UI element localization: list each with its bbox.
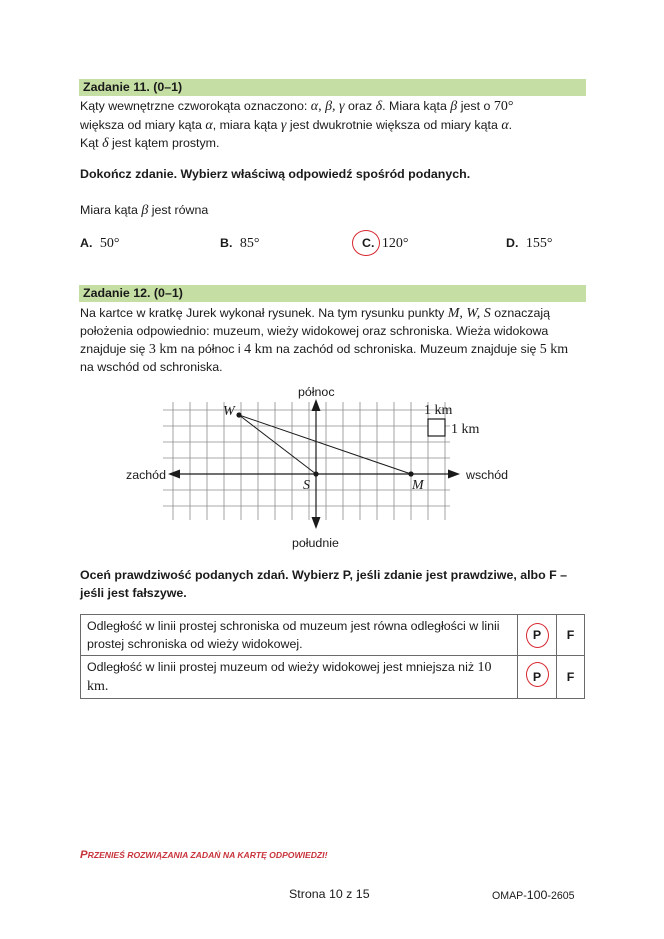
statement-1-marked-circle — [526, 623, 549, 648]
exam-code: OMAP-100-2605 — [492, 888, 575, 902]
label-south: południe — [292, 536, 339, 550]
option-c[interactable]: C. 120° — [362, 236, 409, 251]
south-arrow-icon — [312, 517, 321, 529]
task12-instruction-1: Oceń prawdziwość podanych zdań. Wybierz P, jeśli zdanie jest prawdziwe, albo F – — [80, 568, 568, 582]
task12-line2: położenia odpowiednio: muzeum, wieży widokowej oraz schroniska. Wieża widokowa — [80, 324, 549, 338]
task12-line4: na wschód od schroniska. — [80, 360, 223, 374]
task11-instruction: Dokończ zdanie. Wybierz właściwą odpowiedź spośród podanych. — [80, 167, 471, 181]
task11-line1: Kąty wewnętrzne czworokąta oznaczono: α, β, γ oraz δ. Miara kąta β jest o 70° — [80, 99, 514, 114]
statement-1: Odległość w linii prostej schroniska od muzeum jest równa odległości w linii prostej schroniska od wieży widokowej. — [81, 615, 518, 656]
transfer-notice: PRZENIEŚ ROZWIĄZANIA ZADAŃ NA KARTĘ ODPOWIEDZI! — [80, 849, 328, 861]
statement-2-p-option[interactable]: P — [518, 656, 557, 699]
statement-2-marked-circle — [526, 662, 549, 687]
label-scale-h: 1 km — [424, 403, 453, 418]
true-false-table — [80, 614, 585, 699]
grid — [163, 402, 450, 520]
option-a[interactable]: A. 50° — [80, 236, 120, 251]
point-m — [408, 471, 413, 476]
task12-line1: Na kartce w kratkę Jurek wykonał rysunek. Na tym rysunku punkty M, W, S oznaczają — [80, 306, 551, 321]
table-row — [81, 656, 585, 699]
point-w — [236, 412, 241, 417]
label-north: północ — [298, 385, 335, 399]
point-s — [313, 471, 318, 476]
statement-1-f-option[interactable]: F — [557, 615, 585, 656]
west-arrow-icon — [168, 470, 180, 479]
task11-header-text: Zadanie 11. (0–1) — [83, 80, 183, 94]
statement-2: Odległość w linii prostej muzeum od wieży widokowej jest mniejsza niż 10 km. — [81, 656, 518, 699]
label-west: zachód — [126, 468, 166, 482]
task12-line3: znajduje się 3 km na północ i 4 km na zachód od schroniska. Muzeum znajduje się 5 km — [80, 342, 569, 357]
label-w: W — [223, 404, 235, 419]
task12-instruction-2: jeśli jest fałszywe. — [80, 586, 187, 600]
statement-2-f-option[interactable]: F — [557, 656, 585, 699]
label-s: S — [303, 478, 310, 493]
label-m: M — [412, 478, 424, 493]
option-d[interactable]: D. 155° — [506, 236, 553, 251]
task11-stem: Miara kąta β jest równa — [80, 203, 209, 218]
label-east: wschód — [466, 468, 509, 482]
table-row — [81, 615, 585, 656]
statement-1-p-option[interactable]: P — [518, 615, 557, 656]
east-arrow-icon — [448, 470, 460, 479]
option-b[interactable]: B. 85° — [220, 236, 260, 251]
task11-line2: większa od miary kąta α, miara kąta γ jest dwukrotnie większa od miary kąta α. — [80, 118, 513, 133]
task12-header-text: Zadanie 12. (0–1) — [83, 286, 183, 300]
label-scale-v: 1 km — [451, 422, 480, 437]
task11-line3: Kąt δ jest kątem prostym. — [80, 136, 220, 151]
page-number: Strona 10 z 15 — [289, 887, 370, 901]
north-arrow-icon — [312, 399, 321, 411]
scale-square — [428, 419, 445, 436]
